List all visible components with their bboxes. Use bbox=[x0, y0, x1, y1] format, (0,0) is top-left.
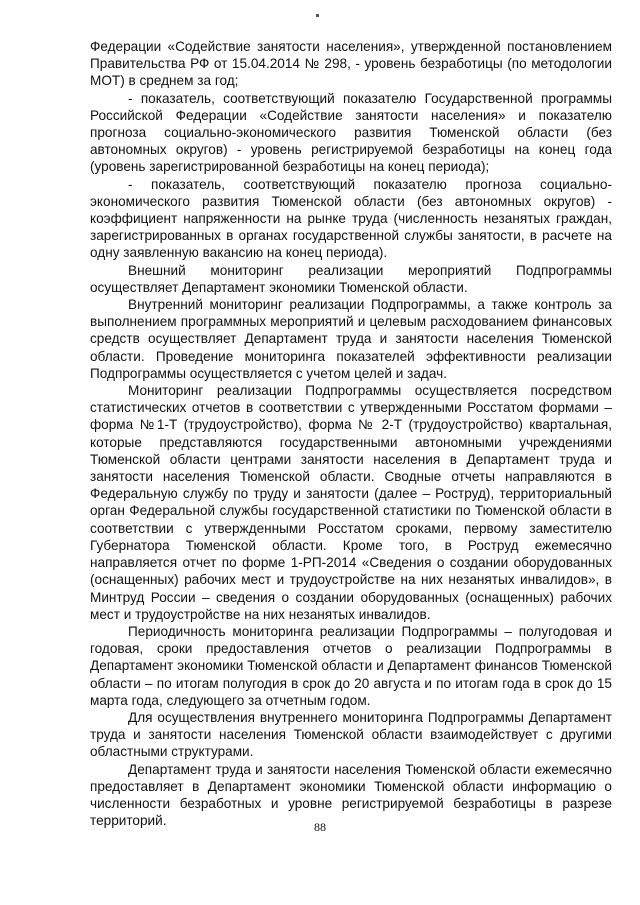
paragraph-indicator-registered-unemployment: - показатель, соответствующий показателю Государственной программы Российской Федерации «Содействие занятости населения» и показателю прогноза социально-экономического развития Тюменской области (без автономных округов) - уровень регистрируемой безработицы на конец года (уровень зарегистрированной безработицы на конец периода); bbox=[90, 90, 612, 175]
page-number: 88 bbox=[314, 820, 326, 834]
scan-dot bbox=[316, 14, 319, 17]
paragraph-monthly-information: Департамент труда и занятости населения Тюменской области ежемесячно предоставляет в Департамент экономики Тюменской области информацию о численности безработных и уровне регистрируемой безработицы в разрезе территорий. bbox=[90, 761, 612, 829]
paragraph-interaction: Для осуществления внутреннего мониторинга Подпрограммы Департамент труда и занятости населения Тюменской области взаимодействует с другими областными структурами. bbox=[90, 709, 612, 760]
body-text bbox=[90, 38, 612, 829]
paragraph-continuation: Федерации «Содействие занятости населения», утвержденной постановлением Правительства РФ от 15.04.2014 № 298, - уровень безработицы (по методологии МОТ) в среднем за год; bbox=[90, 39, 612, 89]
paragraph-indicator-labor-tension: - показатель, соответствующий показателю прогноза социально-экономического развития Тюменской области (без автономных округов) - коэффициент напряженности на рынке труда (численность незанятых граждан, зарегистрированных в органах государственной службы занятости, в расчете на одну заявленную вакансию на конец периода). bbox=[90, 176, 612, 261]
paragraph-monitoring-periodicity: Периодичность мониторинга реализации Подпрограммы – полугодовая и годовая, сроки предоставления отчетов о реализации Подпрограммы в Департамент экономики Тюменской области и Департамент финансов Тюменской области – по итогам полугодия в срок до 20 августа и по итогам года в срок до 15 марта года, следующего за отчетным годом. bbox=[90, 623, 612, 708]
paragraph-internal-monitoring: Внутренний мониторинг реализации Подпрограммы, а также контроль за выполнением программных мероприятий и целевым расходованием финансовых средств осуществляет Департамент труда и занятости населения Тюменской области. Проведение мониторинга показателей эффективности реализации Подпрограммы осуществляется с учетом целей и задач. bbox=[90, 297, 612, 381]
paragraph-external-monitoring: Внешний мониторинг реализации мероприятий Подпрограммы осуществляет Департамент экономики Тюменской области. bbox=[90, 262, 612, 295]
paragraph-monitoring-reports: Мониторинг реализации Подпрограммы осуществляется посредством статистических отчетов в соответствии с утвержденными Росстатом формами – форма №1-Т (трудоустройство), форма № 2-Т (трудоустройство) квартальная, которые представляются государственными автономными учреждениями Тюменской области центрами занятости населения в Департамент труда и занятости населения Тюменской области. Сводные отчеты направляются в Федеральную службу по труду и занятости (далее – Роструд), территориальный орган Федеральной службы государственной статистики по Тюменской области в соответствии с утвержденными Росстатом сроками, первому заместителю Губернатора Тюменской области. Кроме того, в Роструд ежемесячно направляется отчет по форме 1-РП-2014 «Сведения о создании оборудованных (оснащенных) рабочих мест и трудоустройстве на них незанятых инвалидов», в Минтруд России – сведения о создании оборудованных (оснащенных) рабочих мест и трудоустройстве на них незанятых инвалидов. bbox=[90, 383, 612, 622]
